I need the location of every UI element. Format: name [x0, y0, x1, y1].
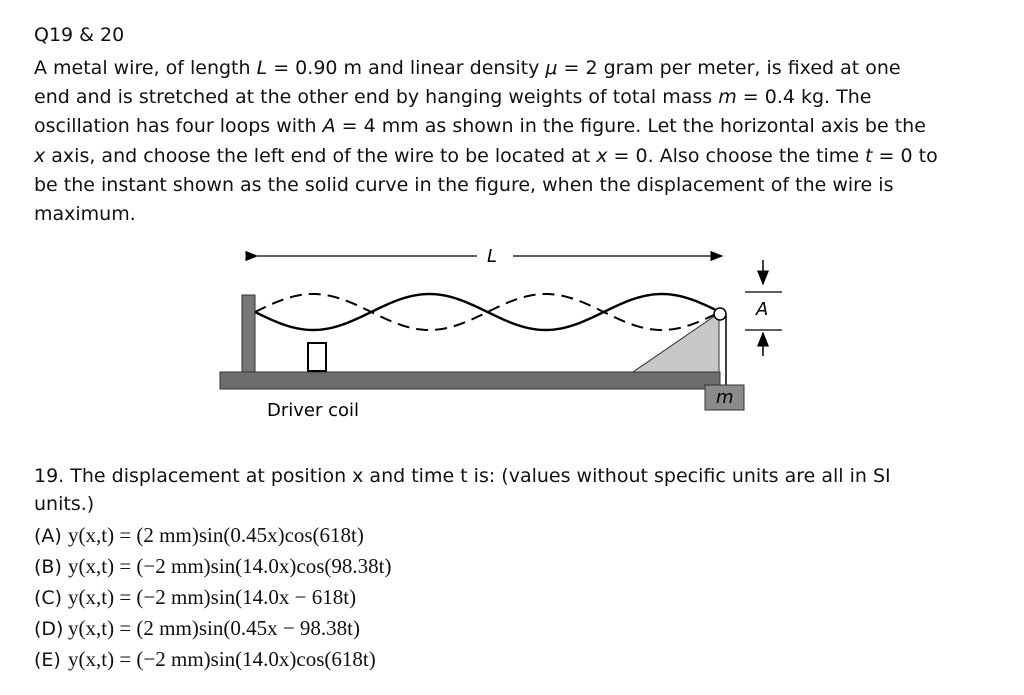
text-run: = 2 gram per meter, is fixed at one end and is stretched at the other end by hanging weights of total mass — [34, 57, 901, 109]
text-run: = 0.90 m and linear density — [267, 57, 546, 79]
option-equation: y(x,t) = (−2 mm)sin(14.0x − 618t) — [68, 585, 357, 609]
option-label: (D) — [34, 617, 64, 640]
option-e[interactable] — [34, 644, 391, 675]
option-a[interactable] — [34, 520, 391, 551]
question-19-prompt: 19. The displacement at position x and time t is: (values without specific units are all in SI units.) — [34, 465, 891, 515]
pulley-support — [633, 313, 719, 372]
mass-label: m — [716, 387, 734, 408]
text-run: = 4 mm as shown in the figure. Let the horizontal axis be the — [335, 115, 926, 138]
symbol-x: x — [596, 144, 608, 167]
text-run: A metal wire, of length — [34, 57, 257, 79]
option-label: (B) — [34, 555, 62, 578]
driver-coil-label: Driver coil — [267, 400, 360, 421]
base-table — [220, 372, 720, 389]
symbol-L: L — [256, 57, 268, 79]
symbol-x: x — [34, 144, 46, 167]
wave-solid-curve — [255, 294, 720, 330]
answer-options — [34, 520, 391, 675]
amplitude-label: A — [756, 299, 769, 320]
option-equation: y(x,t) = (−2 mm)sin(14.0x)cos(98.38t) — [68, 554, 392, 578]
pulley — [714, 308, 726, 320]
text-run: = 0.4 kg. The oscillation has four loops with — [34, 86, 872, 138]
option-d[interactable] — [34, 613, 391, 644]
text-run: = 0. Also choose the time — [607, 144, 866, 167]
symbol-t: t — [865, 144, 873, 167]
option-label: (E) — [34, 648, 61, 671]
symbol-m: m — [718, 86, 737, 109]
problem-statement — [34, 54, 939, 229]
text-run: = 0 to be the instant shown as the solid curve in the figure, when the displacement of the wire is maximum. — [34, 144, 938, 226]
option-b[interactable] — [34, 551, 391, 582]
option-equation: y(x,t) = (2 mm)sin(0.45x − 98.38t) — [68, 616, 360, 640]
length-label: L — [487, 246, 498, 267]
standing-wave-figure — [215, 240, 795, 430]
driver-coil — [308, 343, 326, 371]
wall — [242, 295, 255, 373]
option-label: (C) — [34, 586, 63, 609]
text-run: axis, and choose the left end of the wire to be located at — [45, 144, 597, 167]
option-equation: y(x,t) = (2 mm)sin(0.45x)cos(618t) — [68, 523, 364, 547]
option-c[interactable] — [34, 582, 391, 613]
option-equation: y(x,t) = (−2 mm)sin(14.0x)cos(618t) — [68, 647, 376, 671]
option-label: (A) — [34, 524, 62, 547]
question-header: Q19 & 20 — [34, 24, 125, 46]
symbol-mu: μ — [545, 57, 558, 79]
symbol-A: A — [322, 115, 336, 138]
